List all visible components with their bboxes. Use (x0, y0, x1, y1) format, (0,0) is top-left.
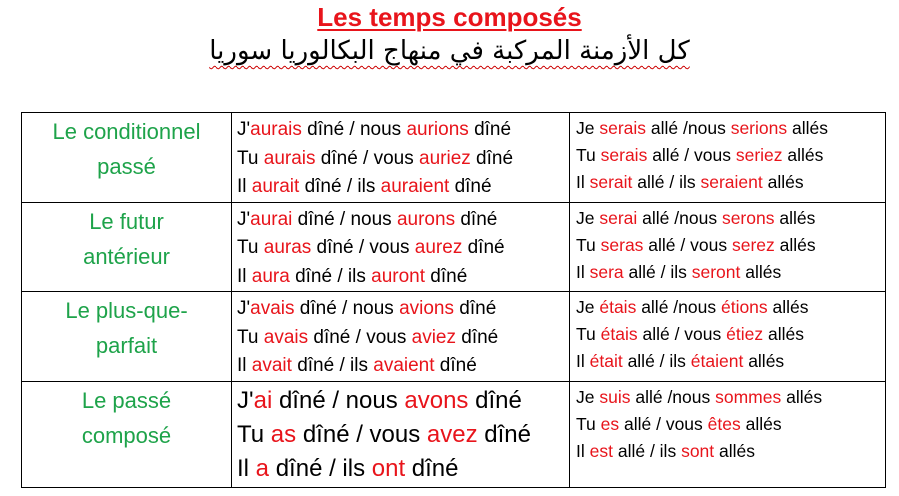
auxiliary-verb: étais (599, 297, 637, 317)
conjugation-line (237, 145, 569, 174)
avoir-lines (232, 203, 569, 292)
auxiliary-verb: avez (426, 420, 478, 448)
auxiliary-verb: serez (731, 234, 775, 255)
conjugation-table (21, 112, 886, 488)
conjugation-text: dîné / nous (294, 298, 400, 319)
conjugation-line (576, 259, 885, 286)
auxiliary-verb: sera (589, 261, 624, 282)
auxiliary-verb: étais (600, 324, 638, 344)
conjugation-text: allés (763, 324, 804, 344)
conjugation-text: Il (576, 261, 590, 282)
etre-cell (570, 202, 886, 292)
conjugation-text: allés (767, 297, 809, 317)
conjugation-text: J' (237, 386, 254, 414)
conjugation-line (237, 352, 569, 381)
auxiliary-verb: avons (404, 386, 469, 414)
conjugation-text: dîné / vous (311, 237, 415, 258)
conjugation-text: allé / ils (622, 351, 691, 371)
auxiliary-verb: aurais (250, 119, 302, 140)
conjugation-text: Il (576, 172, 590, 192)
conjugation-text: dîné / ils (289, 265, 372, 287)
conjugation-text: allés (743, 351, 785, 371)
conjugation-line (576, 115, 885, 142)
conjugation-text: dîné (455, 208, 498, 230)
conjugation-text: Tu (576, 145, 601, 165)
conjugation-text: allés (762, 172, 804, 192)
conjugation-text: Tu (576, 324, 601, 344)
conjugation-text: Il (237, 265, 252, 287)
avoir-cell (232, 381, 570, 487)
auxiliary-verb: serai (599, 207, 638, 228)
conjugation-text: dîné / ils (269, 454, 372, 482)
conjugation-text: dîné (425, 265, 468, 287)
conjugation-text: dîné (468, 386, 522, 414)
auxiliary-verb: serait (589, 172, 633, 192)
conjugation-text: dîné / vous (308, 326, 412, 348)
avoir-cell (232, 202, 570, 292)
auxiliary-verb: as (270, 420, 297, 448)
auxiliary-verb: suis (599, 386, 631, 407)
conjugation-text: allés (782, 145, 824, 165)
auxiliary-verb: auraient (380, 176, 450, 197)
conjugation-text: allé /nous (636, 297, 721, 317)
auxiliary-verb: avais (250, 298, 295, 319)
conjugation-text: dîné (434, 355, 477, 376)
auxiliary-verb: seriez (735, 145, 783, 165)
auxiliary-verb: auras (263, 237, 312, 258)
conjugation-line (237, 295, 569, 324)
tense-label-line: antérieur (83, 243, 170, 269)
conjugation-text: allés (774, 234, 816, 255)
conjugation-text: Je (576, 118, 600, 138)
page-title-text: Les temps composés (317, 2, 582, 32)
auxiliary-verb: sont (681, 440, 715, 461)
conjugation-line (576, 321, 885, 348)
auxiliary-verb: seront (691, 261, 741, 282)
conjugation-line (237, 452, 569, 486)
conjugation-text: allés (774, 207, 816, 228)
auxiliary-verb: a (255, 454, 270, 482)
tense-label-line: Le conditionnel (52, 119, 201, 144)
conjugation-text: allé / ils (612, 440, 682, 461)
conjugation-line (576, 294, 885, 321)
auxiliary-verb: serais (600, 145, 648, 165)
conjugation-text: allés (740, 261, 782, 282)
conjugation-text: J' (237, 298, 251, 319)
auxiliary-verb: aura (251, 265, 290, 287)
conjugation-line (576, 142, 885, 169)
tense-label-line: composé (81, 422, 172, 448)
auxiliary-verb: étaient (690, 351, 744, 371)
table-row (22, 113, 886, 203)
conjugation-line (237, 234, 569, 263)
conjugation-text: dîné / ils (291, 355, 374, 376)
conjugation-text: Tu (237, 420, 271, 448)
conjugation-text: dîné / nous (301, 119, 407, 140)
table-row (22, 292, 886, 382)
avoir-cell (232, 292, 570, 382)
conjugation-line (237, 206, 569, 235)
page-subtitle (0, 34, 899, 68)
auxiliary-verb: ont (371, 454, 406, 482)
conjugation-text: dîné / nous (272, 386, 405, 414)
conjugation-line (237, 116, 569, 145)
conjugation-text: dîné (455, 326, 499, 348)
page-subtitle-text: كل الأزمنة المركبة في منهاج البكالوريا سوريا (209, 36, 690, 66)
etre-cell (570, 292, 886, 382)
conjugation-line (576, 169, 885, 196)
conjugation-text: allé / vous (637, 324, 727, 344)
auxiliary-verb: était (589, 351, 623, 371)
auxiliary-verb: étions (720, 297, 768, 317)
page-title (0, 2, 899, 32)
tense-label-line: Le futur (89, 208, 164, 234)
tense-label-line: parfait (95, 333, 158, 358)
auxiliary-verb: avait (251, 355, 292, 376)
auxiliary-verb: seraient (700, 172, 763, 192)
conjugation-text: dîné (462, 237, 505, 258)
conjugation-text: Tu (237, 326, 264, 348)
conjugation-line (576, 384, 885, 411)
auxiliary-verb: serions (730, 118, 788, 138)
tense-label-line: passé (97, 154, 156, 179)
conjugation-line (237, 384, 569, 418)
conjugation-line (576, 411, 885, 438)
tense-label-line: Le plus-que- (65, 298, 188, 323)
tense-cell (22, 381, 232, 487)
auxiliary-verb: avions (399, 298, 454, 319)
table-row (22, 381, 886, 487)
conjugation-line (237, 324, 569, 353)
conjugation-text: dîné (470, 147, 514, 169)
etre-cell (570, 381, 886, 487)
conjugation-text: Je (576, 207, 600, 228)
tense-label-line: Le passé (81, 387, 172, 413)
conjugation-text: dîné (468, 119, 512, 140)
conjugation-line (237, 263, 569, 292)
conjugation-line (237, 173, 569, 202)
tense-cell (22, 113, 232, 203)
auxiliary-verb: es (600, 413, 620, 434)
conjugation-table-body (22, 113, 886, 488)
conjugation-line (576, 348, 885, 375)
auxiliary-verb: seras (600, 234, 644, 255)
conjugation-text: Il (237, 355, 252, 376)
conjugation-line (576, 205, 885, 232)
auxiliary-verb: étiez (726, 324, 764, 344)
auxiliary-verb: serais (599, 118, 647, 138)
conjugation-text: dîné / vous (315, 147, 420, 169)
avoir-lines (232, 382, 569, 486)
auxiliary-verb: est (589, 440, 613, 461)
conjugation-text: J' (237, 208, 251, 230)
auxiliary-verb: auriez (419, 147, 471, 169)
conjugation-text: allé / vous (619, 413, 708, 434)
etre-cell (570, 113, 886, 203)
conjugation-text: allés (740, 413, 782, 434)
conjugation-text: allé /nous (630, 386, 716, 407)
auxiliary-verb: aurais (263, 147, 316, 169)
conjugation-text: Tu (237, 237, 264, 258)
avoir-cell (232, 113, 570, 203)
conjugation-text: J' (237, 119, 251, 140)
conjugation-text: dîné (477, 420, 531, 448)
conjugation-text: Tu (237, 147, 264, 169)
conjugation-text: Il (576, 351, 590, 371)
conjugation-text: Tu (576, 234, 601, 255)
table-row (22, 202, 886, 292)
conjugation-text: allé / vous (643, 234, 732, 255)
auxiliary-verb: aurait (251, 176, 300, 197)
conjugation-text: dîné / vous (296, 420, 427, 448)
conjugation-text: dîné / nous (292, 208, 397, 230)
auxiliary-verb: aurai (250, 208, 293, 230)
conjugation-text: dîné (454, 298, 497, 319)
conjugation-text: Je (576, 386, 600, 407)
etre-lines (570, 292, 885, 375)
conjugation-text: dîné / ils (299, 176, 381, 197)
conjugation-text: Il (576, 440, 590, 461)
conjugation-text: allé / ils (623, 261, 692, 282)
conjugation-text: allé / vous (647, 145, 736, 165)
etre-lines (570, 382, 885, 465)
auxiliary-verb: ai (253, 386, 273, 414)
auxiliary-verb: aurons (396, 208, 456, 230)
conjugation-text: allés (787, 118, 828, 138)
avoir-lines (232, 292, 569, 381)
conjugation-text: allé / ils (632, 172, 701, 192)
conjugation-text: allés (714, 440, 755, 461)
auxiliary-verb: sommes (715, 386, 782, 407)
tense-cell (22, 292, 232, 382)
conjugation-text: Je (576, 297, 600, 317)
auxiliary-verb: êtes (707, 413, 741, 434)
conjugation-line (237, 418, 569, 452)
conjugation-text: Tu (576, 413, 601, 434)
conjugation-text: Il (237, 454, 256, 482)
conjugation-text: allé /nous (646, 118, 731, 138)
conjugation-line (576, 232, 885, 259)
auxiliary-verb: aurez (414, 237, 463, 258)
avoir-lines (232, 113, 569, 202)
auxiliary-verb: aviez (411, 326, 456, 348)
auxiliary-verb: avaient (373, 355, 435, 376)
etre-lines (570, 203, 885, 286)
auxiliary-verb: avais (263, 326, 309, 348)
conjugation-text: allés (781, 386, 823, 407)
conjugation-text: Il (237, 176, 252, 197)
tense-cell (22, 202, 232, 292)
auxiliary-verb: auront (371, 265, 426, 287)
auxiliary-verb: serons (721, 207, 775, 228)
auxiliary-verb: aurions (406, 119, 469, 140)
conjugation-text: dîné (405, 454, 459, 482)
conjugation-line (576, 438, 885, 465)
conjugation-text: allé /nous (637, 207, 722, 228)
conjugation-text: dîné (449, 176, 492, 197)
etre-lines (570, 113, 885, 196)
